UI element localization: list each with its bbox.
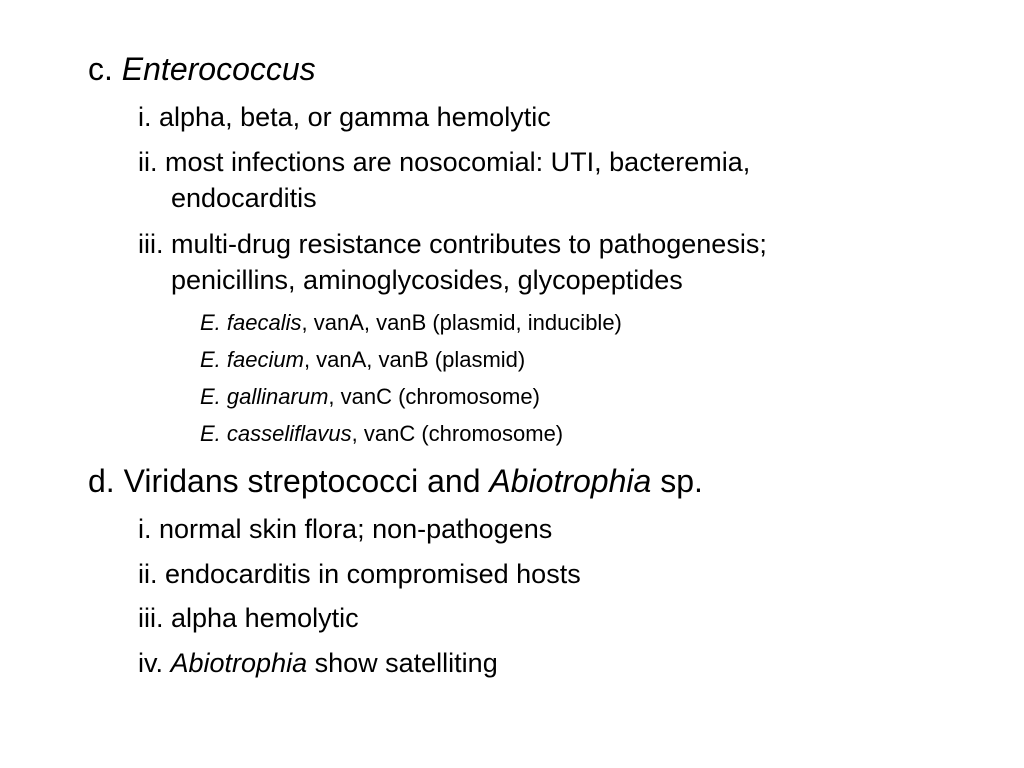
species-detail: , vanC (chromosome) — [351, 421, 564, 446]
item-iv-suffix: show satelliting — [307, 648, 498, 678]
section-c-heading — [88, 53, 316, 85]
species-line — [200, 423, 563, 445]
section-d-title: Abiotrophia — [489, 463, 652, 499]
section-c-prefix: c. — [88, 51, 122, 87]
species-line — [200, 386, 540, 408]
item-iv-italic: Abiotrophia — [170, 648, 308, 678]
species-name: E. casseliflavus — [200, 421, 352, 446]
species-line — [200, 349, 525, 371]
species-name: E. faecium — [200, 347, 304, 372]
item-iv-prefix: iv. — [138, 648, 171, 678]
section-c-item-ii-cont: endocarditis — [171, 183, 317, 213]
species-name: E. gallinarum — [200, 384, 329, 409]
section-d-item-ii: ii. endocarditis in compromised hosts — [138, 559, 581, 589]
species-line — [200, 312, 622, 334]
section-d-item-iv — [138, 650, 498, 677]
section-c-item-ii: ii. most infections are nosocomial: UTI, bacteremia, — [138, 147, 751, 177]
section-c-item-iii-cont: penicillins, aminoglycosides, glycopeptides — [171, 265, 683, 295]
section-d-suffix: sp. — [651, 463, 703, 499]
species-detail: , vanC (chromosome) — [328, 384, 540, 409]
section-d-heading — [88, 465, 703, 497]
section-c-item-i: i. alpha, beta, or gamma hemolytic — [138, 102, 551, 132]
section-d-item-iii: iii. alpha hemolytic — [138, 603, 359, 633]
species-detail: , vanA, vanB (plasmid) — [303, 347, 526, 372]
section-c-item-iii: iii. multi-drug resistance contributes to pathogenesis; — [138, 229, 767, 259]
section-d-prefix: d. Viridans streptococci and — [88, 463, 490, 499]
section-c-title: Enterococcus — [121, 51, 316, 87]
species-name: E. faecalis — [200, 310, 302, 335]
section-d-item-i: i. normal skin flora; non-pathogens — [138, 514, 553, 544]
species-detail: , vanA, vanB (plasmid, inducible) — [301, 310, 622, 335]
